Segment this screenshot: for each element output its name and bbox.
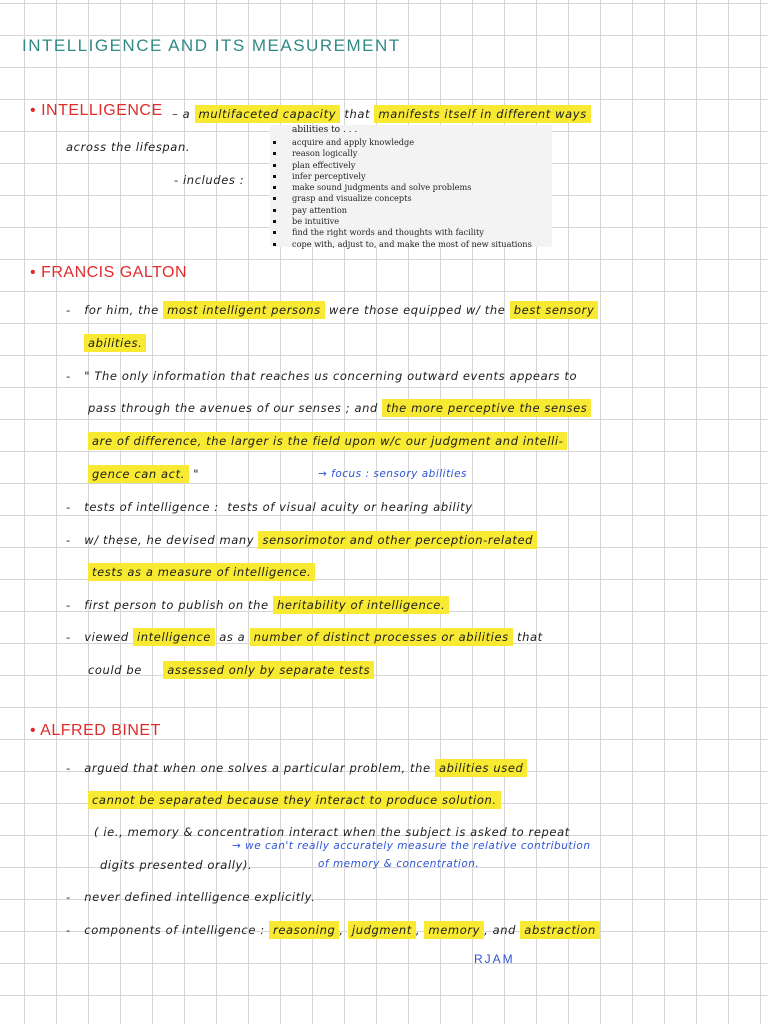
list-item: make sound judgments and solve problems	[270, 182, 532, 193]
list-item: be intuitive	[270, 216, 532, 227]
includes-label: - includes :	[174, 173, 245, 187]
galton-point-4-line2	[88, 562, 315, 582]
abilities-list	[270, 137, 532, 250]
galton-quote-line4	[88, 464, 199, 484]
intelligence-heading	[30, 102, 163, 120]
galton-p1-pre: for him, the	[84, 303, 159, 317]
highlight-judgment: judgment	[348, 921, 416, 939]
galton-quote-text2: pass through the avenues of our senses ; and	[88, 401, 378, 415]
highlight-multifaceted: multifaceted capacity	[195, 105, 341, 123]
list-item: grasp and visualize concepts	[270, 193, 532, 204]
dash-icon: -	[66, 303, 71, 317]
galton-point-6	[66, 627, 543, 647]
blue-note-line2: of memory & concentration.	[318, 858, 480, 870]
binet-p2-text: never defined intelligence explicitly.	[84, 890, 316, 904]
list-item: plan effectively	[270, 160, 532, 171]
dash-icon: -	[66, 923, 71, 937]
page-title: INTELLIGENCE AND ITS MEASUREMENT	[22, 36, 401, 55]
highlight-more-perceptive: the more perceptive the senses	[382, 399, 591, 417]
galton-quote-line3	[88, 431, 567, 451]
highlight-memory: memory	[424, 921, 484, 939]
list-item: cope with, adjust to, and make the most of new situations	[270, 239, 532, 250]
galton-point-1	[66, 300, 598, 320]
list-item: reason logically	[270, 148, 532, 159]
list-item: find the right words and thoughts with facility	[270, 227, 532, 238]
dash-icon: -	[66, 369, 71, 383]
binet-point-3	[66, 920, 600, 940]
galton-p3-pre: tests of intelligence :	[84, 500, 219, 514]
binet-point-1-line2	[88, 790, 501, 810]
galton-p6-mid: as a	[219, 630, 246, 644]
abilities-heading: abilities to . . .	[292, 125, 358, 135]
galton-point-6-line2	[88, 660, 374, 680]
highlight-abstraction: abstraction	[520, 921, 600, 939]
highlight-cannot-separated: cannot be separated because they interact to produce solution.	[88, 791, 501, 809]
binet-point-2	[66, 887, 315, 907]
binet-p3-pre: components of intelligence :	[84, 923, 265, 937]
intelligence-def-line1	[172, 104, 591, 124]
bullet-icon: •	[30, 102, 37, 119]
comma: ,	[415, 923, 421, 937]
galton-quote-text1: " The only information that reaches us concerning outward events appears to	[84, 369, 578, 383]
galton-quote-close: "	[193, 467, 200, 481]
blue-note-line1: → we can't really accurately measure the relative contribution	[232, 840, 591, 852]
highlight-manifests: manifests itself in different ways	[374, 105, 590, 123]
highlight-sensorimotor: sensorimotor and other perception-related	[258, 531, 537, 549]
list-item: pay attention	[270, 205, 532, 216]
intelligence-def-mid: that	[344, 107, 371, 121]
dash-icon: -	[66, 598, 71, 612]
dash-icon: -	[66, 500, 71, 514]
galton-p6-pre: viewed	[84, 630, 129, 644]
highlight-most-intelligent: most intelligent persons	[163, 301, 325, 319]
list-item: infer perceptively	[270, 171, 532, 182]
highlight-difference: are of difference, the larger is the field upon w/c our judgment and intelli-	[88, 432, 567, 450]
dash-icon: -	[66, 533, 71, 547]
binet-point-1-line4: digits presented orally).	[100, 858, 253, 872]
dash-icon: -	[66, 630, 71, 644]
highlight-distinct-processes: number of distinct processes or abilities	[250, 628, 513, 646]
galton-p3-post: tests of visual acuity or hearing ability	[227, 500, 473, 514]
list-item: acquire and apply knowledge	[270, 137, 532, 148]
galton-point-5	[66, 595, 449, 615]
binet-heading	[30, 722, 161, 740]
highlight-separate-tests: assessed only by separate tests	[163, 661, 374, 679]
highlight-gence: gence can act.	[88, 465, 189, 483]
bullet-icon: •	[30, 722, 37, 739]
galton-p6-l2-pre: could be	[88, 663, 142, 677]
highlight-heritability: heritability of intelligence.	[273, 596, 449, 614]
dash-icon: -	[66, 761, 71, 775]
highlight-reasoning: reasoning	[269, 921, 339, 939]
intelligence-def-line2: across the lifespan.	[66, 140, 191, 154]
intelligence-heading-text: INTELLIGENCE	[41, 102, 163, 119]
binet-point-1-line3: ( ie., memory & concentration interact when the subject is asked to repeat	[94, 825, 570, 839]
galton-quote-line2	[88, 398, 591, 418]
galton-point-1-line2	[84, 333, 146, 353]
comma: ,	[339, 923, 344, 937]
galton-point-3	[66, 497, 473, 517]
and-text: , and	[484, 923, 517, 937]
intelligence-def-pre: – a	[172, 107, 191, 121]
galton-heading-text: FRANCIS GALTON	[41, 264, 188, 281]
binet-heading-text: ALFRED BINET	[40, 722, 161, 739]
highlight-best-sensory: best sensory	[510, 301, 599, 319]
focus-note: → focus : sensory abilities	[318, 468, 468, 480]
binet-p1-pre: argued that when one solves a particular problem, the	[84, 761, 431, 775]
galton-p6-post: that	[517, 630, 543, 644]
galton-point-4	[66, 530, 537, 550]
highlight-abilities: abilities.	[84, 334, 146, 352]
highlight-abilities-used: abilities used	[435, 759, 527, 777]
signature: RJAM	[474, 952, 515, 966]
galton-p5-pre: first person to publish on the	[84, 598, 269, 612]
highlight-intelligence: intelligence	[133, 628, 215, 646]
galton-p1-mid: were those equipped w/ the	[329, 303, 506, 317]
galton-p4-pre: w/ these, he devised many	[84, 533, 255, 547]
binet-point-1	[66, 758, 527, 778]
galton-quote-line1	[66, 366, 577, 386]
highlight-tests-measure: tests as a measure of intelligence.	[88, 563, 315, 581]
galton-heading	[30, 264, 187, 282]
bullet-icon: •	[30, 264, 37, 281]
dash-icon: -	[66, 890, 71, 904]
